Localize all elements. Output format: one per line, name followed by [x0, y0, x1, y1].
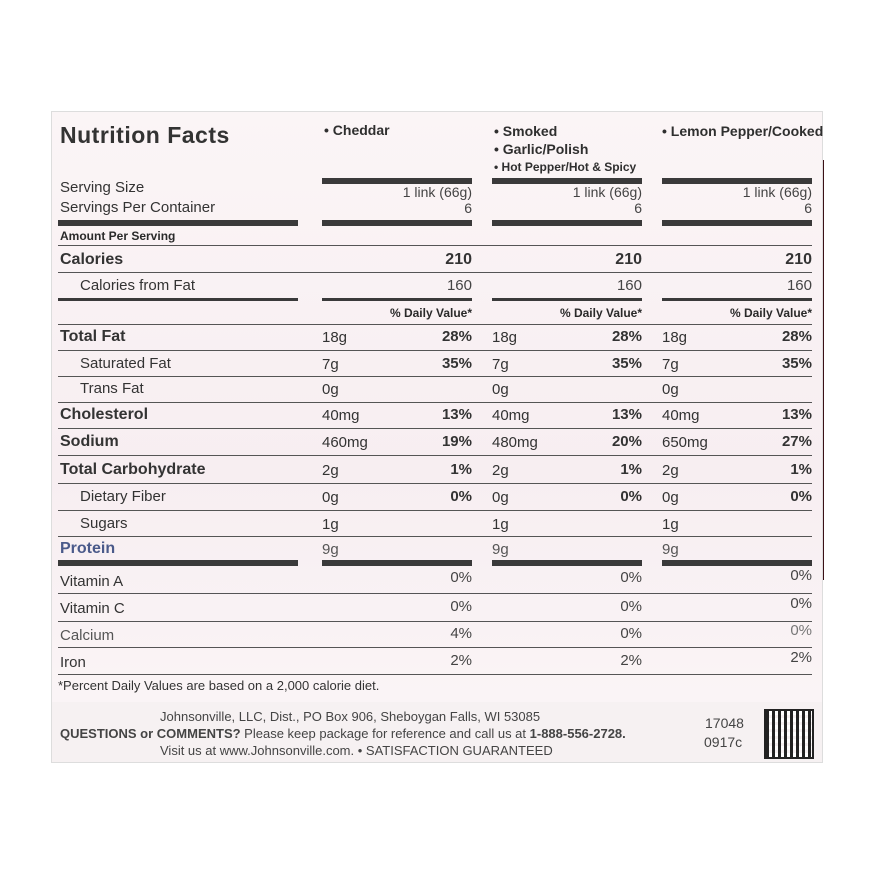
col1-sat-fat-pct: 35%	[441, 355, 472, 372]
divider-med	[662, 298, 812, 301]
col1-thick-bar	[322, 220, 472, 226]
col3-dv-header: % Daily Value*	[729, 306, 812, 320]
divider	[58, 593, 812, 594]
col3-sugars: 1g	[662, 516, 679, 533]
lot-code-1: 17048	[705, 715, 744, 731]
col1-cholesterol-pct: 13%	[441, 406, 472, 423]
lot-code-2: 0917c	[704, 734, 743, 750]
divider	[58, 245, 812, 246]
col2-protein: 9g	[492, 541, 509, 558]
sugars-label: Sugars	[80, 515, 128, 532]
questions-bold: QUESTIONS or COMMENTS?	[60, 726, 241, 741]
col2-calcium: 0%	[620, 625, 642, 642]
col1-sugars: 1g	[322, 516, 339, 533]
divider	[58, 428, 812, 429]
divider	[58, 510, 812, 511]
col2-dv-header: % Daily Value*	[559, 306, 642, 320]
col3-trans-fat: 0g	[662, 381, 679, 398]
divider	[58, 402, 812, 403]
variant-col1: • Cheddar	[324, 122, 390, 138]
thick-divider	[662, 560, 812, 566]
col1-calcium: 4%	[450, 625, 472, 642]
col2-iron: 2%	[620, 652, 642, 669]
col3-calcium: 0%	[790, 622, 812, 639]
divider	[58, 376, 812, 377]
trans-fat-label: Trans Fat	[80, 380, 144, 397]
col3-vit-a: 0%	[790, 567, 812, 584]
col1-vit-c: 0%	[450, 598, 472, 615]
col3-cholesterol: 40mg	[662, 407, 700, 424]
col3-vit-c: 0%	[790, 595, 812, 612]
sodium-label: Sodium	[60, 433, 119, 450]
col2-sodium-pct: 20%	[611, 433, 642, 450]
col1-servings: 6	[464, 200, 472, 216]
nutrition-facts-panel	[52, 112, 822, 762]
col3-total-fat-pct: 28%	[781, 328, 812, 345]
col3-sodium-pct: 27%	[781, 433, 812, 450]
col1-sodium-pct: 19%	[441, 433, 472, 450]
col2-trans-fat: 0g	[492, 381, 509, 398]
col2-fiber: 0g	[492, 489, 509, 506]
col3-servings: 6	[804, 200, 812, 216]
footer-website: Visit us at www.Johnsonville.com. • SATISFACTION GUARANTEED	[160, 743, 553, 758]
col1-total-fat: 18g	[322, 329, 348, 346]
variant-col2-smoked: • Smoked	[494, 123, 558, 139]
col1-serving-size: 1 link (66g)	[402, 184, 472, 200]
calories-label: Calories	[60, 251, 124, 268]
col1-calories: 210	[445, 251, 472, 268]
serving-size-label: Serving Size	[60, 179, 145, 196]
col1-cholesterol: 40mg	[322, 407, 360, 424]
datamatrix-code	[764, 709, 814, 759]
variant-col2-garlic: • Garlic/Polish	[494, 141, 589, 157]
col3-serving-size: 1 link (66g)	[742, 184, 812, 200]
dietary-fiber-label: Dietary Fiber	[80, 488, 166, 505]
thick-divider	[322, 560, 472, 566]
divider	[58, 272, 812, 273]
divider	[58, 455, 812, 456]
divider	[58, 536, 812, 537]
calories-from-fat-label: Calories from Fat	[80, 277, 196, 294]
col1-dv-header: % Daily Value*	[389, 306, 472, 320]
amount-per-serving-label: Amount Per Serving	[60, 229, 176, 243]
divider-med	[322, 298, 472, 301]
phone-number: 1-888-556-2728.	[529, 726, 626, 741]
saturated-fat-label: Saturated Fat	[80, 355, 171, 372]
col1-fiber: 0g	[322, 489, 339, 506]
divider	[58, 350, 812, 351]
col1-total-fat-pct: 28%	[441, 328, 472, 345]
col3-protein: 9g	[662, 541, 679, 558]
col3-fiber: 0g	[662, 489, 679, 506]
col2-thick-bar	[492, 220, 642, 226]
col3-sodium: 650mg	[662, 434, 708, 451]
protein-label: Protein	[60, 540, 116, 557]
col1-sodium: 460mg	[322, 434, 368, 451]
col2-vit-a: 0%	[620, 569, 642, 586]
thick-divider	[492, 560, 642, 566]
col1-carb-pct: 1%	[450, 461, 472, 478]
col2-cholesterol-pct: 13%	[611, 406, 642, 423]
col2-sodium: 480mg	[492, 434, 538, 451]
divider	[58, 674, 812, 675]
col3-carb-pct: 1%	[790, 461, 812, 478]
col2-sat-fat: 7g	[492, 356, 509, 373]
col2-calories: 210	[615, 251, 642, 268]
calcium-label: Calcium	[60, 627, 115, 644]
panel-title: Nutrition Facts	[60, 122, 230, 148]
footer-questions	[60, 726, 626, 741]
col1-fiber-pct: 0%	[450, 488, 472, 505]
divider	[58, 647, 812, 648]
col2-carb-pct: 1%	[620, 461, 642, 478]
variant-col3: • Lemon Pepper/Cooked	[662, 123, 824, 139]
col3-sat-fat-pct: 35%	[781, 355, 812, 372]
col3-calories-from-fat: 160	[786, 277, 812, 294]
col2-servings: 6	[634, 200, 642, 216]
col2-vit-c: 0%	[620, 598, 642, 615]
footnote: *Percent Daily Values are based on a 2,000 calorie diet.	[58, 678, 380, 693]
col3-calories: 210	[785, 251, 812, 268]
cholesterol-label: Cholesterol	[60, 406, 149, 423]
col3-iron: 2%	[790, 649, 812, 666]
col3-carb: 2g	[662, 462, 679, 479]
col1-carb: 2g	[322, 462, 339, 479]
col3-total-fat: 18g	[662, 329, 688, 346]
thick-divider	[58, 560, 298, 566]
footer	[52, 702, 822, 762]
total-fat-label: Total Fat	[60, 328, 126, 345]
col2-carb: 2g	[492, 462, 509, 479]
divider-med	[492, 298, 642, 301]
footer-address: Johnsonville, LLC, Dist., PO Box 906, Sheboygan Falls, WI 53085	[160, 709, 541, 724]
divider-med	[58, 298, 298, 301]
col2-calories-from-fat: 160	[616, 277, 642, 294]
col2-fiber-pct: 0%	[620, 488, 642, 505]
col3-fiber-pct: 0%	[790, 488, 812, 505]
col2-serving-size: 1 link (66g)	[572, 184, 642, 200]
col1-trans-fat: 0g	[322, 381, 339, 398]
col3-sat-fat: 7g	[662, 356, 679, 373]
col3-cholesterol-pct: 13%	[781, 406, 812, 423]
col2-sat-fat-pct: 35%	[611, 355, 642, 372]
divider	[58, 324, 812, 325]
col2-total-fat: 18g	[492, 329, 518, 346]
col2-total-fat-pct: 28%	[611, 328, 642, 345]
iron-label: Iron	[60, 654, 86, 671]
col1-calories-from-fat: 160	[446, 277, 472, 294]
col2-cholesterol: 40mg	[492, 407, 530, 424]
col1-iron: 2%	[450, 652, 472, 669]
label-thick-bar	[58, 220, 298, 226]
col3-thick-bar	[662, 220, 812, 226]
divider	[58, 483, 812, 484]
col1-sat-fat: 7g	[322, 356, 339, 373]
vitamin-a-label: Vitamin A	[60, 573, 124, 590]
divider	[58, 621, 812, 622]
servings-per-container-label: Servings Per Container	[60, 199, 216, 216]
total-carb-label: Total Carbohydrate	[60, 461, 206, 478]
variant-col2-hot: • Hot Pepper/Hot & Spicy	[494, 160, 637, 174]
col2-sugars: 1g	[492, 516, 509, 533]
col1-protein: 9g	[322, 541, 339, 558]
col1-vit-a: 0%	[450, 569, 472, 586]
vitamin-c-label: Vitamin C	[60, 600, 125, 617]
questions-text: Please keep package for reference and call us at	[240, 726, 530, 741]
